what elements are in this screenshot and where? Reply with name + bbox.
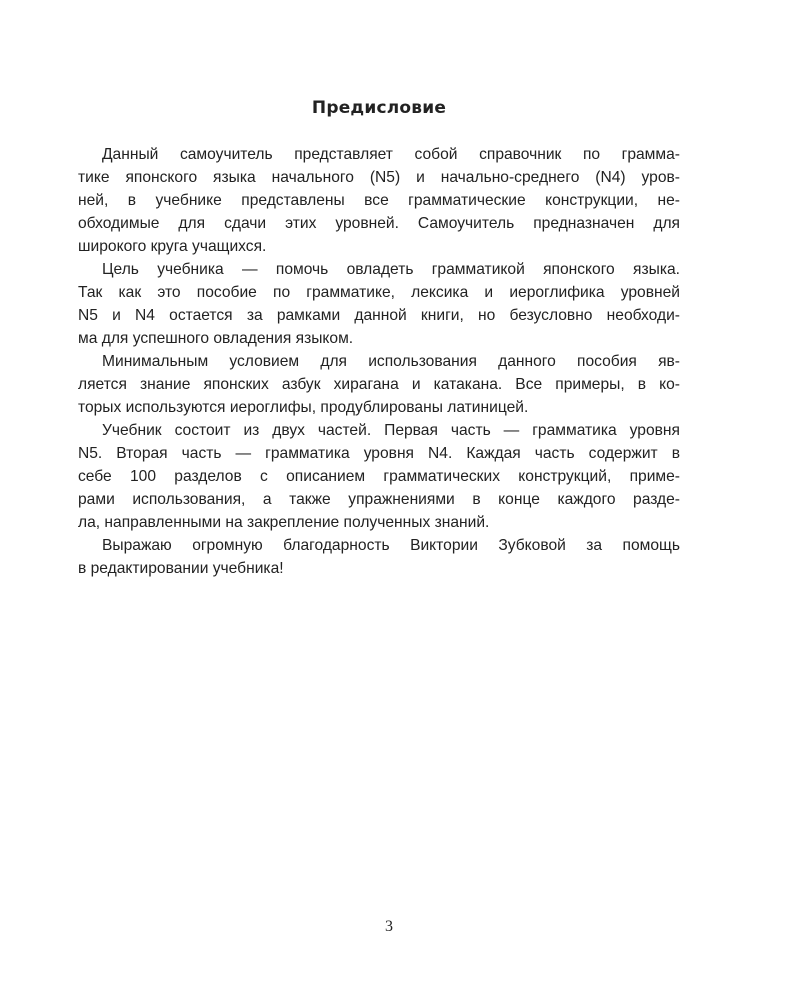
text-line: себе 100 разделов с описанием грамматических конструкций, приме- [78, 468, 680, 485]
page-number: 3 [385, 918, 393, 935]
text-line: Цель учебника — помочь овладеть грамматикой японского языка. [102, 261, 680, 278]
text-line: Выражаю огромную благодарность Виктории Зубковой за помощь [102, 537, 680, 554]
text-line: Данный самоучитель представляет собой справочник по грамма- [102, 146, 680, 163]
text-line: N5 и N4 остается за рамками данной книги, но безусловно необходи- [78, 307, 680, 324]
paragraph-3 [78, 350, 680, 419]
text-line: ла, направленными на закрепление полученных знаний. [78, 514, 490, 531]
page-title: Предисловие [311, 98, 447, 118]
text-line: торых используются иероглифы, продублированы латиницей. [78, 399, 529, 416]
text-line: рами использования, а также упражнениями в конце каждого разде- [78, 491, 680, 508]
paragraph-5 [78, 534, 680, 580]
text-line: ляется знание японских азбук хирагана и катакана. Все примеры, в ко- [78, 376, 680, 393]
text-line: Так как это пособие по грамматике, лексика и иероглифика уровней [78, 284, 680, 301]
paragraph-1 [78, 143, 680, 258]
text-line: обходимые для сдачи этих уровней. Самоучитель предназначен для [78, 215, 680, 232]
paragraph-2 [78, 258, 680, 350]
text-line: Минимальным условием для использования данного пособия яв- [102, 353, 680, 370]
text-line: широкого круга учащихся. [78, 238, 267, 255]
text-line: Учебник состоит из двух частей. Первая часть — грамматика уровня [102, 422, 680, 439]
text-line: в редактировании учебника! [78, 560, 284, 577]
text-line: N5. Вторая часть — грамматика уровня N4. Каждая часть содержит в [78, 445, 680, 462]
text-line: ма для успешного овладения языком. [78, 330, 354, 347]
preface-text [78, 143, 680, 580]
paragraph-4 [78, 419, 680, 534]
text-line: ней, в учебнике представлены все грамматические конструкции, не- [78, 192, 680, 209]
text-line: тике японского языка начального (N5) и начально-среднего (N4) уров- [78, 169, 680, 186]
